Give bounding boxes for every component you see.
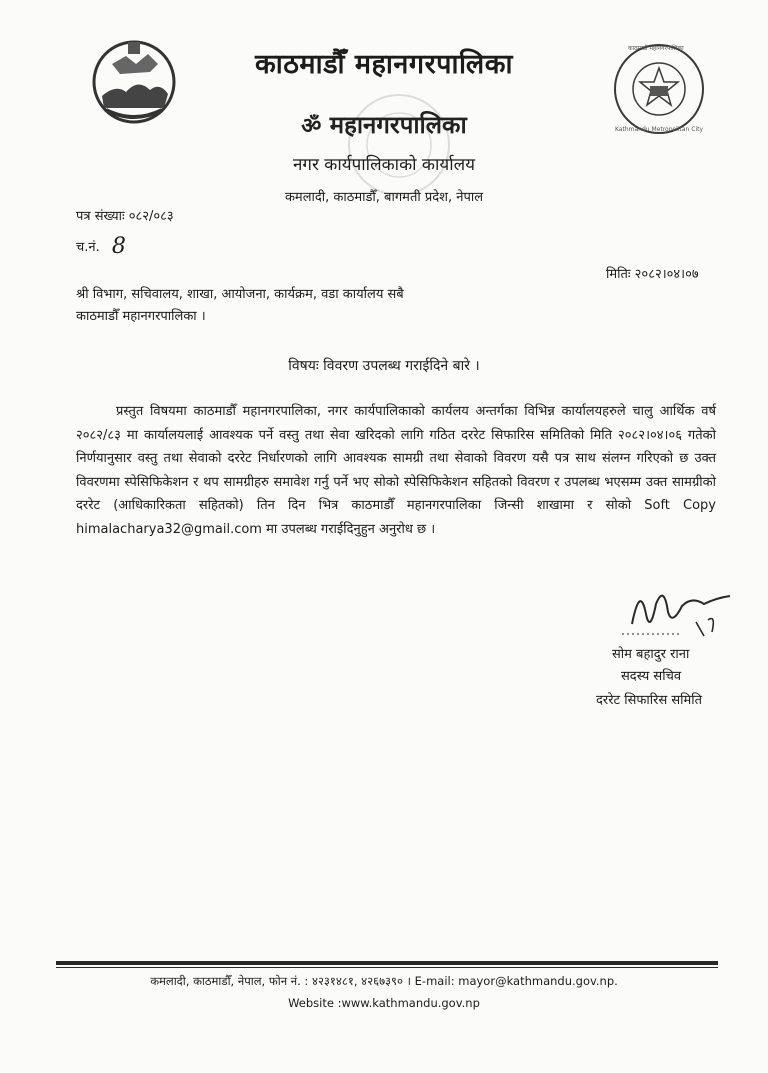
footer-contact: कमलादी, काठमाडौँ, नेपाल, फोन नं. : ४२३१४८१, ४२६७३९० । E-mail: mayor@kathmandu.gov.np. [150,974,618,988]
cha-number [76,232,126,257]
cha-number-label: च.नं. [76,240,100,255]
seal-small-text: नेपाल [650,87,663,94]
letter-body [76,400,716,541]
cha-number-value: 8 [111,234,126,259]
footer-rule-thin [56,967,718,968]
seal-top-text: काठमाडौं महानगरपालिका [628,45,684,52]
brand-symbol-icon: ॐ [301,114,322,139]
letter-date: मितिः २०८२।०४।०७ [606,267,699,282]
signatory-name: सोम बहादुर राना [612,647,690,662]
office-name: नगर कार्यपालिकाको कार्यालय [292,155,476,175]
footer-website: Website :www.kathmandu.gov.np [288,996,480,1010]
letter-subject: विषयः विवरण उपलब्ध गराईदिने बारे । [288,358,480,374]
seal-bottom-text: Kathmandu Metropolitan City [614,126,704,133]
footer-rule-thick [56,961,718,965]
office-address: कमलादी, काठमाडौँ, बागमती प्रदेश, नेपाल [284,190,484,205]
letter-body-text: प्रस्तुत विषयमा काठमाडौँ महानगरपालिका, नगर कार्यपालिकाको कार्यलय अन्तर्गका विभिन्न कार्यालयहरुले चालु आर्थिक वर्ष २०८२/८३ मा कार्यालयलाई आवश्यक पर्ने वस्तु तथा सेवा खरिदको लागि गठित दररेट सिफारिस समितिको मिति २०८२।०४।०६ गतेको निर्णयानुसार वस्तु तथा सेवाको दररेट निर्धारणको लागि आवश्यक सामग्री तथा सेवाको विवरण यसै पत्र साथ संलग्न गरिएको छ उक्त विवरणमा स्पेसिफिकेशन र थप सामग्रीहरु समावेश गर्नु पर्ने भए सोको स्पेसिफिकेशन सहितको विवरण र उपलब्ध भएसम्म उक्त सामग्रीको दररेट (आधिकारिकता सहितको) तिन दिन भित्र काठमाडौँ महानगरपालिका जिन्सी शाखामा र सोको Soft Copy himalacharya32@gmail.com मा उपलब्ध गराईदिनुहुन अनुरोध छ । [76,404,716,537]
recipient-line-2: काठमाडौँ महानगरपालिका । [76,309,206,324]
brand-logo-text [0,108,768,141]
faint-stamp-icon [344,90,454,200]
recipient-line-1: श्री विभाग, सचिवालय, शाखा, आयोजना, कार्यक्रम, वडा कार्यालय सबै [76,287,404,302]
letter-number: पत्र संख्याः ०८२/०८३ [76,209,174,224]
page-title: काठमाडौँ महानगरपालिका [255,49,513,80]
signatory-role: सदस्य सचिव [621,669,682,684]
brand-text: महानगरपालिका [329,111,467,139]
signature-icon [612,574,742,644]
signatory-committee: दररेट सिफारिस समिति [596,693,703,708]
